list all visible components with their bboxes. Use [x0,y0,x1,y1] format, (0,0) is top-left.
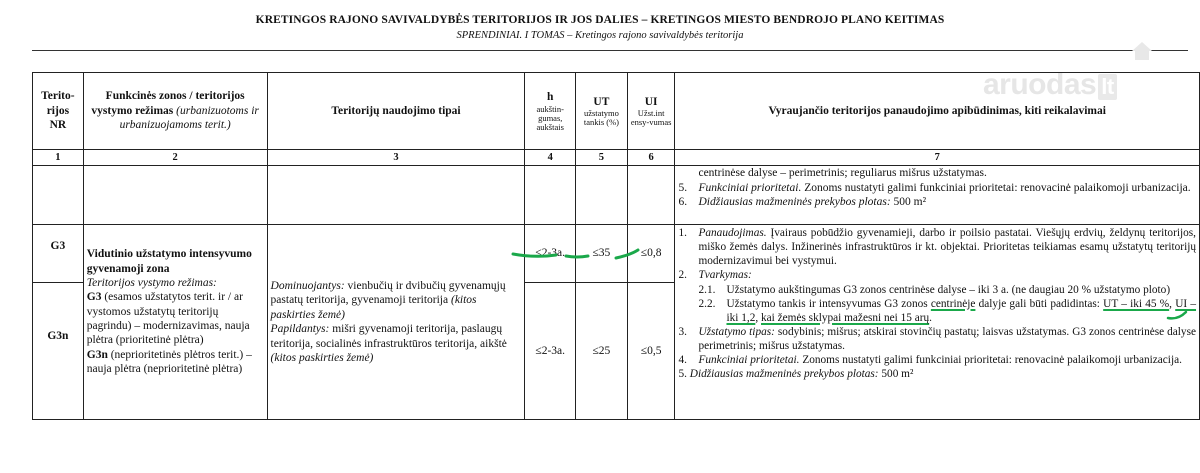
desc-item-5-num: 5. [678,368,687,381]
cont-item-5-num: 5. [678,181,688,194]
header-functional-zones [83,73,267,150]
regime-g3-code: G3 [86,291,102,304]
cont-usage-cell [267,166,525,225]
g3n-intensity: ≤0,5 [627,283,675,420]
g3-description-cell [675,225,1200,420]
column-number: 6 [627,150,675,166]
zoning-table [32,72,1200,420]
header-height [525,73,576,150]
header-territory-nr [33,73,84,150]
usage-supplementary [271,322,522,365]
column-number-row [33,150,1200,166]
header-density-title: UT [593,95,610,108]
column-number: 4 [525,150,576,166]
cont-item-5-text: Zonoms nustatyti galimi funkciniai prioritetai: renovacinė palaikomoji urbanizacija. [801,181,1191,194]
cont-h-cell [525,166,576,225]
header-territory-nr-line3: NR [49,119,67,132]
desc-item-4-num: 4. [678,354,687,367]
header-territory-nr-line2: rijos [46,104,70,117]
g3-height: ≤2-3a. [525,225,576,283]
header-functional-zones-bold: Funkcinės zonos / teritorijos vystymo režimas [91,90,245,117]
desc-item-5-label: Didžiausias mažmeninės prekybos plotas: [689,368,879,381]
usage-dominant [271,279,522,322]
g3-code: G3 [33,225,84,283]
header-density-sub: užstatymo tankis (%) [583,108,619,128]
desc-item-2-2-num: 2.2. [698,297,716,310]
regime-g3n-text: (neprioritetinės plėtros terit.) – nauja plėtra (neprioritetinė plėtra) [86,348,252,376]
regime-g3n-code: G3n [86,348,108,361]
usage-supplementary-label: Papildantys: [270,323,330,336]
desc-item-2-1 [678,283,1196,297]
usage-supplementary-text: mišri gyvenamoji teritorija, paslaugų teritorija, socialinės infrastruktūros teritorija, aikštė [270,323,507,350]
cont-item-6 [678,195,1196,209]
cont-ui-cell [627,166,675,225]
desc-item-1-text: Įvairaus pobūdžio gyvenamieji, darbo ir poilsio pastatai. Viešųjų erdvių, želdynų teritorijos, miško žemės dalys. Inžinerinės infrastruktūros ir kt. objektai. Prioritetas teikiamas esamų užstatytų teritorijų modernizavimui bei vystymui. [698,227,1196,268]
desc-item-2-2-highlight-ut: UT – iki 45 % [1103,297,1170,310]
desc-item-3-num: 3. [678,325,687,338]
desc-item-2-2-text-a: Užstatymo tankis ir intensyvumas G3 zonos [726,297,931,310]
desc-item-2-num: 2. [678,269,687,282]
continuation-row [33,166,1200,225]
column-number: 2 [83,150,267,166]
usage-types-cell [267,225,525,420]
header-intensity-title: UI [644,95,658,108]
document-subtitle: SPRENDINIAI. I TOMAS – Kretingos rajono savivaldybės teritorija [456,30,744,41]
regime-block [87,276,264,377]
usage-dominant-tail: (kitos paskirties žemė) [270,294,477,321]
zone-description-cell [83,225,267,420]
desc-item-4 [678,353,1196,367]
cont-item-5 [678,181,1196,195]
cont-ut-cell [576,166,628,225]
desc-item-3-label: Užstatymo tipas: [698,325,775,338]
g3-row [33,225,1200,283]
watermark-suffix: lt [1098,74,1116,100]
cont-item-6-num: 6. [678,195,688,208]
desc-item-2-1-text: Užstatymo aukštingumas G3 zonos centrinėse dalyse – iki 3 a. (ne daugiau 20 % užstatymo ploto) [726,283,1171,296]
desc-item-2-1-num: 2.1. [698,283,716,296]
column-number: 7 [675,150,1200,166]
desc-item-5-text: 500 m² [878,368,914,381]
desc-item-2-2-text-e: , [1169,297,1176,310]
cont-line: centrinėse dalyse – perimetrinis; reguliarus mišrus užstatymas. [698,167,987,180]
desc-item-2-2-highlight-central: centrinėje [930,297,976,310]
desc-item-2-2 [678,297,1196,325]
header-description: Vyraujančio teritorijos panaudojimo apibūdinimas, kiti reikalavimai [675,73,1200,150]
desc-item-2-2-text-c: dalyje gali būti padidintas: [975,297,1104,310]
header-territory-nr-line1: Terito- [41,90,75,103]
header-height-title: h [547,91,554,104]
usage-dominant-text: vienbučių ir dvibučių gyvenamųjų pastatų teritorija, gyvenamoji teritorija [270,280,506,307]
header-divider [32,50,1188,51]
cont-description-cell [675,166,1200,225]
desc-item-2-2-text-g: , [755,311,761,324]
g3n-height: ≤2-3a. [525,283,576,420]
cont-item-6-label: Didžiausias mažmeninės prekybos plotas: [698,195,891,208]
desc-item-5 [678,367,1196,381]
g3-intensity: ≤0,8 [627,225,675,283]
usage-dominant-label: Dominuojantys: [270,280,345,292]
header-usage-types: Teritorijų naudojimo tipai [267,73,525,150]
column-number: 5 [576,150,628,166]
header-row [33,73,1200,150]
cont-zone-cell [83,166,267,225]
regime-title: Teritorijos vystymo režimas: [86,276,217,289]
usage-supplementary-tail: (kitos paskirties žemė) [270,351,374,364]
document-title: KRETINGOS RAJONO SAVIVALDYBĖS TERITORIJOS IR JOS DALIES – KRETINGOS MIESTO BENDROJO PLANO KEITIMAS [255,14,945,26]
desc-item-2-label: Tvarkymas: [698,269,752,282]
desc-item-3 [678,325,1196,353]
g3-density: ≤35 [576,225,628,283]
header-density [576,73,628,150]
desc-item-2 [678,268,1196,282]
column-number: 1 [33,150,84,166]
desc-item-4-text: Zonoms nustatyti galimi funkciniai prioritetai: renovacinė palaikomoji urbanizacija. [799,354,1182,367]
regime-g3-text: (esamos užstatytos terit. ir / ar vystomos užstatytų teritorijų pagrindu) – modernizavimas, nauja plėtra (prioritetinė plėtra) [86,291,250,347]
header-height-sub: aukštin-gumas, aukštais [536,103,564,132]
column-number: 3 [267,150,525,166]
cont-nr-cell [33,166,84,225]
desc-item-2-2-highlight-ui: UI – iki 1,2 [726,297,1197,324]
zone-name: Vidutinio užstatymo intensyvumo gyvenamoji zona [86,248,252,275]
watermark-text: aruodas [983,68,1097,101]
cont-item-6-text: 500 m² [890,195,927,208]
header-functional-zones-italic: (urbanizuotoms ir urbanizuojamoms terit.) [119,104,259,132]
cont-item-5-label: Funkciniai prioritetai. [698,181,802,194]
desc-item-2-2-text-i: . [929,311,932,324]
g3n-density: ≤25 [576,283,628,420]
desc-item-4-label: Funkciniai prioritetai. [698,354,800,367]
watermark-house-icon [1130,40,1154,62]
desc-item-3-text: sodybinis; mišrus; atskirai stovinčių pastatų; laisvas užstatymas. G3 zonos centrinėse dalyse perimetrinis; mišrus užstatymas. [698,325,1196,352]
header-intensity [627,73,675,150]
desc-item-1-label: Panaudojimas. [698,227,767,240]
g3n-code: G3n [33,283,84,420]
header-intensity-sub: Užst.int ensy-vumas [630,108,672,128]
desc-item-2-2-highlight-plot: kai žemės sklypai mažesni nei 15 arų [761,311,930,324]
desc-item-1 [678,226,1196,268]
desc-item-1-num: 1. [678,227,687,240]
